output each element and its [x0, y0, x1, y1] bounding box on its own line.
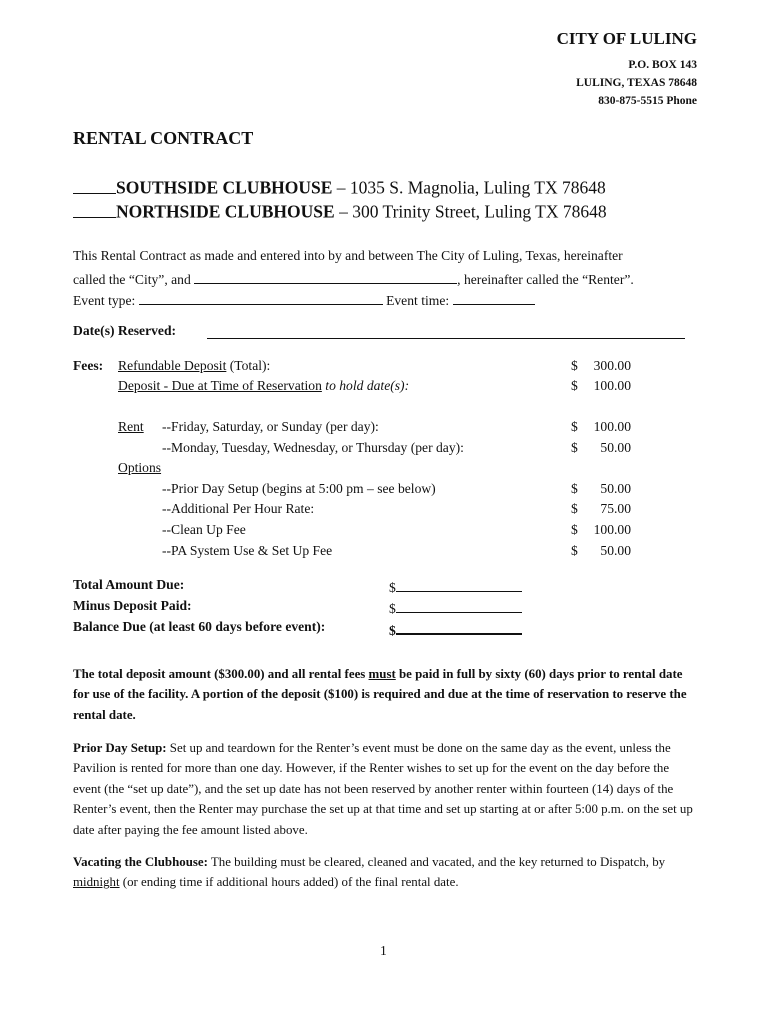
- page-title: RENTAL CONTRACT: [73, 128, 254, 148]
- option-pa-system: --PA System Use & Set Up Fee: [162, 543, 333, 558]
- event-time-label: Event time:: [382, 293, 453, 308]
- renter-name-field[interactable]: [194, 269, 457, 284]
- event-type-field[interactable]: [139, 290, 383, 305]
- po-box: P.O. BOX 143: [628, 59, 697, 71]
- event-time-field[interactable]: [453, 290, 535, 305]
- vacating-heading: Vacating the Clubhouse:: [73, 855, 208, 869]
- currency-symbol: $: [389, 580, 396, 595]
- pa-system-amount: 50.00: [600, 543, 631, 558]
- intro-line-2: [73, 269, 634, 288]
- currency-symbol: $: [571, 378, 578, 393]
- currency-symbol: $: [571, 522, 578, 537]
- dates-reserved-field[interactable]: [207, 324, 685, 339]
- venue-northside-name: NORTHSIDE CLUBHOUSE: [116, 201, 335, 222]
- intro-line-3: [73, 290, 535, 309]
- currency-symbol: $: [571, 501, 578, 516]
- prior-day-setup-paragraph: [73, 738, 698, 840]
- balance-due-field[interactable]: [389, 619, 522, 639]
- rent-weekend-amount: 100.00: [593, 419, 631, 434]
- prior-day-setup-heading: Prior Day Setup:: [73, 741, 167, 755]
- deposit-due-amount: 100.00: [593, 378, 631, 393]
- prior-day-setup-text: Set up and teardown for the Renter’s event must be done on the same day as the event, unless the Pavilion is rented for more than one day. However, if the Renter wishes to set up for the event on the day before the event (the “set up date”), and the set up date has not been reserved by another renter within fourteen (14) days of the Renter’s event, then the Renter may purchase the set up at that time and set up starting at or after 5:00 p.m. on the set up date after paying the fee amount listed above.: [73, 741, 693, 837]
- fee-deposit-due: [118, 378, 409, 394]
- deposit-notice-must: must: [368, 667, 396, 681]
- options-label: Options: [118, 460, 162, 475]
- deposit-amount: 300.00: [593, 358, 631, 373]
- city-name: CITY OF LULING: [556, 29, 697, 48]
- rent-weekday: --Monday, Tuesday, Wednesday, or Thursday (per day):: [162, 440, 464, 455]
- prior-day-setup-amount: 50.00: [600, 481, 631, 496]
- deposit-notice: [73, 664, 698, 725]
- venue-northside-checkline[interactable]: [73, 200, 116, 218]
- deposit-due-suffix: to hold date(s):: [321, 378, 410, 393]
- vacating-midnight: midnight: [73, 875, 120, 890]
- intro-called-renter: , hereinafter called the “Renter”.: [457, 272, 634, 287]
- vacating-paragraph: [73, 852, 698, 893]
- venue-southside-checkline[interactable]: [73, 176, 116, 194]
- venue-southside-name: SOUTHSIDE CLUBHOUSE: [116, 177, 333, 198]
- option-additional-hour: --Additional Per Hour Rate:: [162, 501, 315, 516]
- city-state-zip: LULING, TEXAS 78648: [576, 77, 697, 89]
- fees-label: Fees:: [73, 358, 104, 373]
- additional-hour-amount: 75.00: [600, 501, 631, 516]
- venue-northside-address: – 300 Trinity Street, Luling TX 78648: [334, 201, 607, 222]
- intro-line-1: This Rental Contract as made and entered into by and between The City of Luling, Texas, hereinafter: [73, 248, 623, 263]
- currency-symbol: $: [571, 358, 578, 373]
- refundable-deposit-suffix: (Total):: [226, 358, 271, 373]
- intro-called-city: called the “City”, and: [73, 272, 195, 287]
- vacating-text-b: (or ending time if additional hours added) of the final rental date.: [119, 875, 459, 890]
- phone-number: 830-875-5515 Phone: [598, 95, 697, 107]
- currency-symbol: $: [389, 601, 396, 616]
- minus-deposit-paid-label: Minus Deposit Paid:: [73, 598, 192, 613]
- total-amount-due-field[interactable]: [389, 577, 522, 596]
- currency-symbol: $: [571, 481, 578, 496]
- option-clean-up-fee: --Clean Up Fee: [162, 522, 246, 537]
- vacating-text-a: The building must be cleared, cleaned and vacated, and the key returned to Dispatch, by: [207, 855, 666, 869]
- page-number: 1: [380, 943, 387, 958]
- clean-up-fee-amount: 100.00: [593, 522, 631, 537]
- rent-weekend: --Friday, Saturday, or Sunday (per day):: [162, 419, 379, 434]
- total-amount-due-label: Total Amount Due:: [73, 577, 185, 592]
- event-type-label: Event type:: [73, 293, 139, 308]
- dates-reserved-label: Date(s) Reserved:: [73, 323, 177, 338]
- refundable-deposit-label: Refundable Deposit: [118, 358, 227, 373]
- currency-symbol: $: [571, 543, 578, 558]
- currency-symbol: $: [389, 623, 396, 638]
- currency-symbol: $: [571, 419, 578, 434]
- minus-deposit-paid-field[interactable]: [389, 598, 522, 617]
- deposit-due-label: Deposit - Due at Time of Reservation: [118, 378, 322, 393]
- balance-due-label: Balance Due (at least 60 days before event):: [73, 619, 326, 634]
- currency-symbol: $: [571, 440, 578, 455]
- deposit-notice-part-a: The total deposit amount ($300.00) and all rental fees: [73, 667, 369, 681]
- rent-label: Rent: [118, 419, 144, 434]
- option-prior-day-setup: --Prior Day Setup (begins at 5:00 pm – see below): [162, 481, 436, 496]
- fee-refundable-deposit: [118, 358, 270, 374]
- venue-southside-address: – 1035 S. Magnolia, Luling TX 78648: [332, 177, 606, 198]
- venue-southside: [73, 176, 606, 199]
- deposit-notice-part-b: be paid in full by sixty (60) days prior to rental date for use of the facility. A portion of the deposit ($100) is required and due at the time of reservation to reserve the rental date.: [73, 667, 687, 722]
- venue-northside: [73, 200, 607, 223]
- rent-weekday-amount: 50.00: [600, 440, 631, 455]
